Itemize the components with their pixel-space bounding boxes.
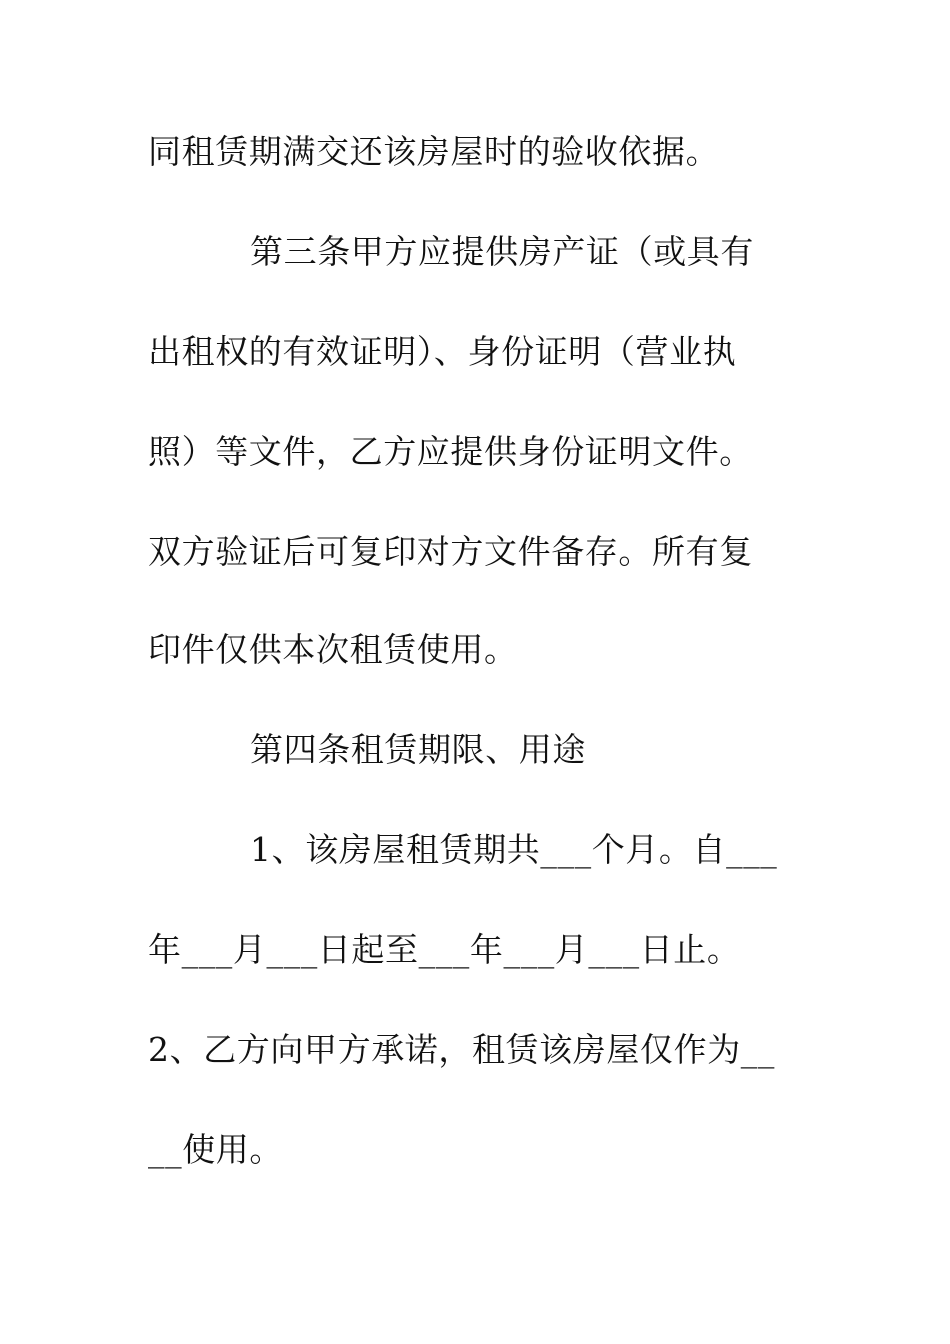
text-line-5: 双方验证后可复印对方文件备存。所有复 (148, 532, 753, 571)
text-line-10: 2、乙方向甲方承诺，租赁该房屋仅作为__ (148, 1030, 775, 1069)
text-line-6: 印件仅供本次租赁使用。 (148, 630, 518, 669)
text-line-2: 第三条甲方应提供房产证（或具有 (250, 232, 754, 271)
text-line-7: 第四条租赁期限、用途 (250, 730, 586, 769)
text-line-1: 同租赁期满交还该房屋时的验收依据。 (148, 132, 720, 171)
text-line-9: 年___月___日起至___年___月___日止。 (148, 930, 741, 969)
text-line-3: 出租权的有效证明）、身份证明（营业执 (148, 332, 737, 371)
text-line-11: __使用。 (148, 1130, 283, 1169)
text-line-8: 1、该房屋租赁期共___个月。自___ (250, 830, 778, 869)
text-line-4: 照）等文件，乙方应提供身份证明文件。 (148, 432, 753, 471)
